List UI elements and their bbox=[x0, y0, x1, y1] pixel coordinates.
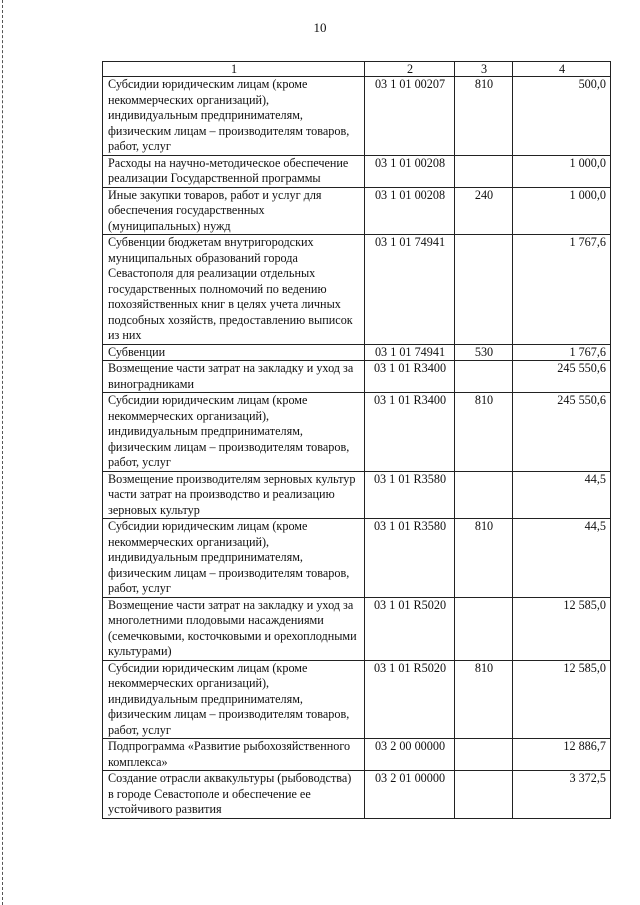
cell-name: Возмещение производителям зерновых культур части затрат на производство и реализацию зерновых культур bbox=[103, 471, 365, 519]
cell-amount: 1 000,0 bbox=[513, 155, 611, 187]
cell-amount: 12 886,7 bbox=[513, 739, 611, 771]
cell-amount: 12 585,0 bbox=[513, 597, 611, 660]
table-row bbox=[103, 344, 611, 361]
cell-name: Субвенции бюджетам внутригородских муниципальных образований города Севастополя для реализации отдельных государственных полномочий по ведению похозяйственных книг в целях учета личных подсобных хозяйств, предоставлению выписок из них bbox=[103, 235, 365, 345]
cell-expense-type bbox=[455, 471, 513, 519]
cell-code: 03 1 01 R3580 bbox=[365, 519, 455, 598]
table-row bbox=[103, 155, 611, 187]
column-header-amount: 4 bbox=[513, 62, 611, 77]
cell-name: Подпрограмма «Развитие рыбохозяйственного комплекса» bbox=[103, 739, 365, 771]
cell-expense-type: 810 bbox=[455, 660, 513, 739]
cell-code: 03 2 01 00000 bbox=[365, 771, 455, 819]
cell-expense-type bbox=[455, 597, 513, 660]
cell-code: 03 1 01 00208 bbox=[365, 187, 455, 235]
cell-code: 03 1 01 74941 bbox=[365, 235, 455, 345]
cell-expense-type bbox=[455, 155, 513, 187]
table-row bbox=[103, 660, 611, 739]
column-header-name: 1 bbox=[103, 62, 365, 77]
cell-name: Иные закупки товаров, работ и услуг для обеспечения государственных (муниципальных) нужд bbox=[103, 187, 365, 235]
cell-expense-type: 810 bbox=[455, 77, 513, 156]
cell-code: 03 1 01 R3400 bbox=[365, 393, 455, 472]
cell-amount: 1 767,6 bbox=[513, 235, 611, 345]
table-row bbox=[103, 519, 611, 598]
cell-name: Создание отрасли аквакультуры (рыбоводства) в городе Севастополе и обеспечение ее устойчивого развития bbox=[103, 771, 365, 819]
cell-amount: 245 550,6 bbox=[513, 393, 611, 472]
table-row bbox=[103, 471, 611, 519]
cell-amount: 44,5 bbox=[513, 471, 611, 519]
table-row bbox=[103, 77, 611, 156]
page-number: 10 bbox=[313, 20, 327, 35]
cell-amount: 1 000,0 bbox=[513, 187, 611, 235]
cell-amount: 245 550,6 bbox=[513, 361, 611, 393]
cell-code: 03 1 01 R5020 bbox=[365, 597, 455, 660]
cell-amount: 1 767,6 bbox=[513, 344, 611, 361]
cell-amount: 500,0 bbox=[513, 77, 611, 156]
cell-name: Субсидии юридическим лицам (кроме некоммерческих организаций), индивидуальным предпринимателям, физическим лицам – производителям товаров, работ, услуг bbox=[103, 77, 365, 156]
cell-name: Расходы на научно-методическое обеспечение реализации Государственной программы bbox=[103, 155, 365, 187]
cell-expense-type bbox=[455, 235, 513, 345]
budget-table bbox=[102, 61, 611, 819]
cell-name: Субсидии юридическим лицам (кроме некоммерческих организаций), индивидуальным предпринимателям, физическим лицам – производителям товаров, работ, услуг bbox=[103, 393, 365, 472]
cell-name: Субсидии юридическим лицам (кроме некоммерческих организаций), индивидуальным предпринимателям, физическим лицам – производителям товаров, работ, услуг bbox=[103, 519, 365, 598]
table-header-row bbox=[103, 62, 611, 77]
cell-amount: 44,5 bbox=[513, 519, 611, 598]
column-header-code: 2 bbox=[365, 62, 455, 77]
cell-expense-type bbox=[455, 361, 513, 393]
table-row bbox=[103, 597, 611, 660]
cell-expense-type: 530 bbox=[455, 344, 513, 361]
column-header-expense-type: 3 bbox=[455, 62, 513, 77]
table-row bbox=[103, 361, 611, 393]
cell-expense-type bbox=[455, 739, 513, 771]
cell-code: 03 1 01 00208 bbox=[365, 155, 455, 187]
cell-amount: 3 372,5 bbox=[513, 771, 611, 819]
cell-expense-type: 810 bbox=[455, 393, 513, 472]
cell-code: 03 1 01 R3580 bbox=[365, 471, 455, 519]
table-row bbox=[103, 771, 611, 819]
cell-expense-type: 240 bbox=[455, 187, 513, 235]
table-row bbox=[103, 187, 611, 235]
table-row bbox=[103, 393, 611, 472]
cell-name: Возмещение части затрат на закладку и уход за многолетними плодовыми насаждениями (семечковыми, косточковыми и орехоплодными культурами) bbox=[103, 597, 365, 660]
cell-name: Субсидии юридическим лицам (кроме некоммерческих организаций), индивидуальным предпринимателям, физическим лицам – производителям товаров, работ, услуг bbox=[103, 660, 365, 739]
cell-code: 03 2 00 00000 bbox=[365, 739, 455, 771]
cell-expense-type: 810 bbox=[455, 519, 513, 598]
cell-code: 03 1 01 74941 bbox=[365, 344, 455, 361]
table-row bbox=[103, 739, 611, 771]
cell-amount: 12 585,0 bbox=[513, 660, 611, 739]
cell-name: Субвенции bbox=[103, 344, 365, 361]
cell-code: 03 1 01 R3400 bbox=[365, 361, 455, 393]
cell-name: Возмещение части затрат на закладку и уход за виноградниками bbox=[103, 361, 365, 393]
cell-code: 03 1 01 00207 bbox=[365, 77, 455, 156]
table-row bbox=[103, 235, 611, 345]
page-left-edge bbox=[2, 0, 3, 905]
cell-code: 03 1 01 R5020 bbox=[365, 660, 455, 739]
cell-expense-type bbox=[455, 771, 513, 819]
